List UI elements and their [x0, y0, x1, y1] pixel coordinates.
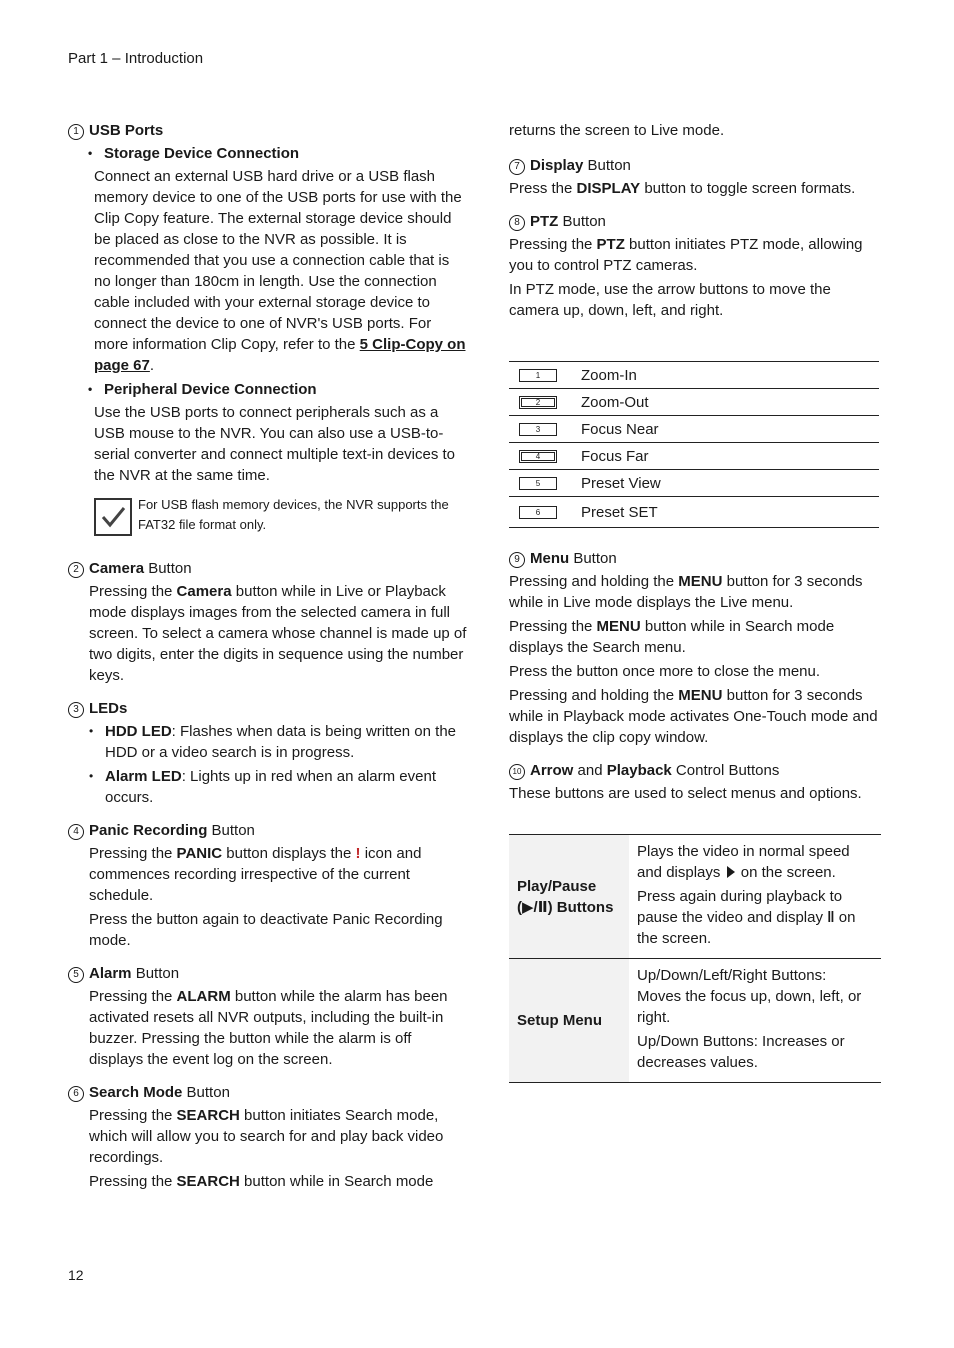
- table-row: [509, 362, 879, 389]
- pause-icon: ‖: [827, 909, 835, 926]
- section-ptz-button: 8 PTZ Button Pressing the PTZ button initiates PTZ mode, allowing you to control PTZ cameras. In PTZ mode, use the arrow buttons to move the camera up, down, left, and right. 1 Zoom-In 2 Zoom-Out 3 Focus Near 4 Focus Far 5 Preset View 6 Preset SET: [509, 211, 881, 528]
- play-icon: [727, 866, 735, 878]
- section-title: USB Ports: [89, 122, 164, 139]
- table-cell: Play/Pause (▶/Ⅱ) Buttons: [509, 835, 629, 959]
- table-cell: Preset SET: [581, 497, 879, 528]
- key-6-icon: 6: [519, 506, 557, 519]
- ptz-key-table: [509, 361, 879, 528]
- table-row: [509, 443, 879, 470]
- section-leds: 3 LEDs • HDD LED: Flashes when data is being written on the HDD or a video search is in progress. • Alarm LED: Lights up in red when an alarm event occurs.: [68, 698, 468, 808]
- cross-reference-link[interactable]: 5 Clip-Copy on page 67: [94, 336, 466, 374]
- panic-icon: !: [355, 845, 361, 862]
- section-number: 5: [68, 967, 84, 983]
- page-header: Part 1 – Introduction: [68, 50, 204, 67]
- section-number: 3: [68, 702, 84, 718]
- table-cell: Focus Near: [581, 416, 879, 443]
- table-row: [509, 835, 881, 959]
- left-column: [68, 120, 468, 1204]
- paragraph: Pressing the Camera button while in Live or Playback mode displays images from the selected camera in full screen. To select a camera whose channel is made up of two digits, enter the digits in sequence using the number keys.: [89, 583, 467, 684]
- key-3-icon: 3: [519, 423, 557, 436]
- paragraph: In PTZ mode, use the arrow buttons to move the camera up, down, left, and right.: [509, 281, 831, 319]
- section-number: 1: [68, 124, 84, 140]
- table-row: [509, 416, 879, 443]
- section-search-mode: 6 Search Mode Button Pressing the SEARCH button initiates Search mode, which will allow you to search for and play back video recordings. Pressing the SEARCH button while in Search mode: [68, 1082, 468, 1192]
- section-alarm-button: 5 Alarm Button Pressing the ALARM button while the alarm has been activated resets all NVR outputs, including the built-in buzzer. Pressing the button while the alarm is off displays the event log on the screen.: [68, 963, 468, 1070]
- table-cell: Setup Menu: [509, 959, 629, 1083]
- paragraph: Press the button once more to close the menu.: [509, 663, 821, 680]
- paragraph: Pressing the MENU button while in Search mode displays the Search menu.: [509, 618, 835, 656]
- section-number: 9: [509, 552, 525, 568]
- play-pause-icon: ▶/Ⅱ: [522, 898, 548, 916]
- table-cell: Preset View: [581, 470, 879, 497]
- section-number: 8: [509, 215, 525, 231]
- checkmark-icon: [94, 498, 132, 536]
- paragraph: Press the DISPLAY button to toggle screen formats.: [509, 180, 856, 197]
- paragraph: Pressing the PANIC button displays the ! icon and commences recording irrespective of the current schedule.: [89, 845, 422, 904]
- list-item: • Alarm LED: Lights up in red when an alarm event occurs.: [89, 766, 468, 808]
- key-1-icon: 1: [519, 369, 557, 382]
- section-display-button: 7 Display Button Press the DISPLAY button to toggle screen formats.: [509, 155, 881, 199]
- control-buttons-table: [509, 834, 881, 1083]
- table-cell: Up/Down/Left/Right Buttons: Moves the focus up, down, left, or right. Up/Down Buttons: Increases or decreases values.: [637, 967, 862, 1071]
- table-cell: Zoom-Out: [581, 389, 879, 416]
- section-usb-ports: [68, 120, 468, 536]
- table-row: [509, 470, 879, 497]
- table-row: [509, 959, 881, 1083]
- paragraph: Pressing and holding the MENU button for 3 seconds while in Live mode displays the Live menu.: [509, 573, 863, 611]
- paragraph: These buttons are used to select menus and options.: [509, 785, 862, 802]
- section-camera-button: 2 Camera Button Pressing the Camera button while in Live or Playback mode displays images from the selected camera in full screen. To select a camera whose channel is made up of two digits, enter the digits in sequence using the number keys.: [68, 558, 468, 686]
- table-cell: Focus Far: [581, 443, 879, 470]
- list-item: • HDD LED: Flashes when data is being written on the HDD or a video search is in progress.: [89, 721, 468, 763]
- note-box: [94, 498, 468, 536]
- key-2-icon: 2: [519, 396, 557, 409]
- page-number: 12: [68, 1267, 84, 1283]
- subsection-title: • Storage Device Connection: [68, 143, 468, 164]
- paragraph: Pressing and holding the MENU button for 3 seconds while in Playback mode activates One-Touch mode and displays the clip copy window.: [509, 687, 878, 746]
- paragraph: Connect an external USB hard drive or a USB flash memory device to one of the USB ports for use with the Clip Copy feature. The external storage device should be placed as close to the NVR as possible. It is recommended that you use a connection cable that is no longer than 180cm in length. Use the connection cable included with your external storage device to connect the device to one of NVR's USB ports. For more information Clip Copy, refer to the 5 Clip-Copy on page 67.: [94, 168, 466, 374]
- table-cell: Plays the video in normal speed and displays on the screen. Press again during playback to pause the video and display ‖ on the screen.: [637, 843, 856, 947]
- section-number: 2: [68, 562, 84, 578]
- paragraph: Use the USB ports to connect peripherals such as a USB mouse to the NVR. You can also use a USB-to-serial converter and connect multiple text-in devices to the NVR at the same time.: [94, 404, 456, 484]
- section-number: 7: [509, 159, 525, 175]
- section-number: 4: [68, 824, 84, 840]
- right-column: [509, 120, 881, 1095]
- paragraph: Press the button again to deactivate Panic Recording mode.: [89, 911, 443, 949]
- subsection-title: • Peripheral Device Connection: [68, 379, 468, 400]
- paragraph: Pressing the SEARCH button initiates Search mode, which will allow you to search for and play back video recordings.: [89, 1107, 444, 1166]
- section-panic-recording: 4 Panic Recording Button Pressing the PANIC button displays the ! icon and commences recording irrespective of the current schedule. Press the button again to deactivate Panic Recording mode.: [68, 820, 468, 951]
- table-row: [509, 389, 879, 416]
- key-5-icon: 5: [519, 477, 557, 490]
- paragraph: Pressing the PTZ button initiates PTZ mode, allowing you to control PTZ cameras.: [509, 236, 863, 274]
- table-row: [509, 497, 879, 528]
- section-number: 10: [509, 764, 525, 780]
- key-4-icon: 4: [519, 450, 557, 463]
- paragraph: Pressing the SEARCH button while in Search mode: [89, 1173, 434, 1190]
- paragraph: returns the screen to Live mode.: [509, 122, 725, 139]
- table-cell: Zoom-In: [581, 362, 879, 389]
- section-menu-button: 9 Menu Button Pressing and holding the MENU button for 3 seconds while in Live mode displays the Live menu. Pressing the MENU button while in Search mode displays the Search menu. Press the button once more to close the menu. Pressing and holding the MENU button for 3 seconds while in Playback mode activates One-Touch mode and displays the clip copy window.: [509, 548, 881, 748]
- note-text: For USB flash memory devices, the NVR supports the FAT32 file format only.: [138, 497, 449, 532]
- paragraph: Pressing the ALARM button while the alarm has been activated resets all NVR outputs, including the built-in buzzer. Pressing the button while the alarm is off displays the event log on the screen.: [89, 988, 448, 1068]
- section-number: 6: [68, 1086, 84, 1102]
- section-arrow-playback: 10 Arrow and Playback Control Buttons These buttons are used to select menus and options. Play/Pause (▶/Ⅱ) Buttons Plays the video in normal speed and displays on the screen. Press again during playback to pause the video and display ‖ on the screen. Setup Menu Up/Down/Left/Right Buttons: Moves the focus up, down, left, or right. Up/Down Buttons: Increases or decreases values.: [509, 760, 881, 1083]
